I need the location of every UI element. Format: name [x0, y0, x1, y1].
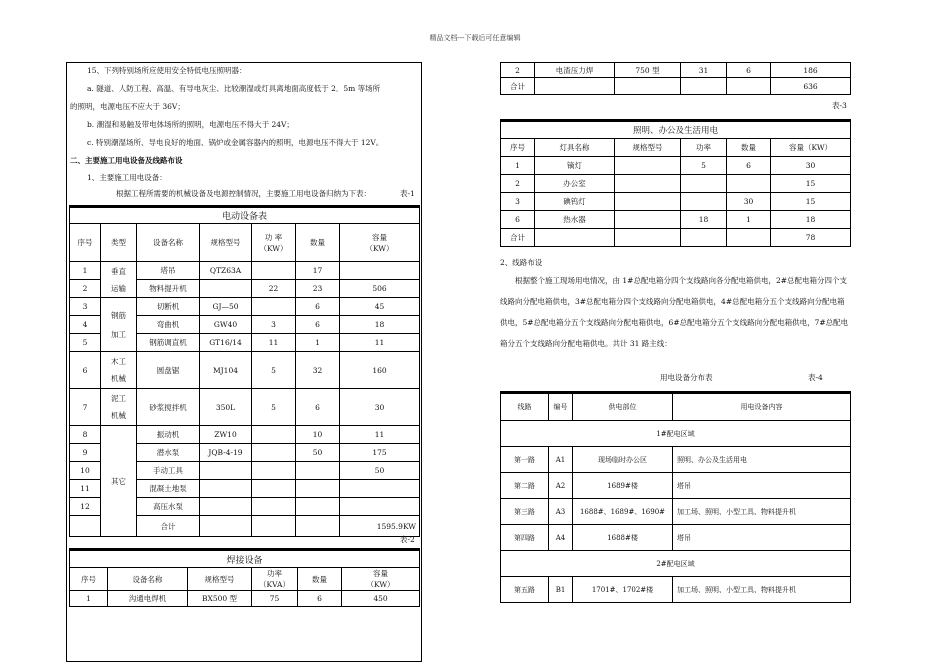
- table-row: [501, 193, 851, 211]
- th-no: 序号: [70, 568, 108, 591]
- type-line: 木工: [111, 357, 126, 366]
- table-row: [501, 175, 851, 193]
- cell-code: A2: [549, 473, 573, 499]
- cell-cap: 506: [340, 280, 420, 298]
- cell-line: 第三路: [501, 499, 549, 525]
- cell-cap: 450: [342, 591, 420, 607]
- cell-line: 第二路: [501, 473, 549, 499]
- th-location: 供电部位: [573, 393, 673, 421]
- cell-name: [535, 78, 615, 95]
- cell-qty: 50: [296, 444, 340, 462]
- cell-name: 切断机: [137, 298, 200, 316]
- cell-power: [681, 78, 727, 95]
- cell-no: 1: [501, 157, 535, 175]
- cell-qty: 6: [296, 316, 340, 334]
- cell-model: GJ—50: [200, 298, 252, 316]
- cell-model: [615, 229, 681, 247]
- cell-model: JQB-4-19: [200, 444, 252, 462]
- electric-equipment-table: [69, 205, 419, 537]
- cell-qty: [296, 480, 340, 498]
- th-cap: [342, 568, 420, 591]
- th-power: 功率: [681, 139, 727, 157]
- welding-table-cont: [500, 62, 850, 95]
- table-total-row: [501, 78, 851, 95]
- th-name: 灯具名称: [535, 139, 615, 157]
- cell-no: 6: [501, 211, 535, 229]
- th-name: 设备名称: [137, 224, 200, 262]
- type-line: 机械: [111, 411, 126, 420]
- th-content: 用电设备内容: [673, 393, 851, 421]
- type-line: 运输: [111, 283, 126, 293]
- cell-no: [70, 516, 101, 537]
- cell-name: 弯曲机: [137, 316, 200, 334]
- cell-power: [252, 480, 296, 498]
- item-c: c. 特别潮湿场所、导电良好的地面、锅炉或金属容器内的照明，电源电压不得大于 12V。: [87, 138, 384, 147]
- cell-name: 振动机: [137, 426, 200, 444]
- cell-cap: 45: [340, 298, 420, 316]
- cell-cap: 15: [771, 175, 851, 193]
- cell-power: [681, 193, 727, 211]
- cell-no: 2: [501, 63, 535, 78]
- cell-qty: 6: [727, 157, 771, 175]
- cell-content: 塔吊: [673, 473, 851, 499]
- cell-power: [681, 175, 727, 193]
- cell-model: ZW10: [200, 426, 252, 444]
- cell-model: [200, 516, 252, 537]
- sub-heading-2: 2、线路布设: [500, 258, 543, 267]
- cell-name: 混凝土地泵: [137, 480, 200, 498]
- cell-no: 12: [70, 498, 101, 516]
- cell-no: 11: [70, 480, 101, 498]
- cell-power: 5: [252, 352, 296, 389]
- zone-2-heading: 2#配电区域: [501, 551, 851, 577]
- cell-code: A3: [549, 499, 573, 525]
- table-row: [70, 591, 420, 607]
- sub-heading-1: 1、主要施工用电设备：: [87, 173, 167, 182]
- cell-no: 1: [70, 591, 108, 607]
- cell-location: 现场临时办公区: [573, 447, 673, 473]
- total-label: 合计: [501, 78, 535, 95]
- cell-content: 加工场、照明、小型工具、物料提升机: [673, 499, 851, 525]
- th-cap-label: 容量: [373, 569, 388, 578]
- cell-no: 10: [70, 462, 101, 480]
- cell-qty: [296, 462, 340, 480]
- cell-qty: 17: [296, 262, 340, 280]
- cell-no: 8: [70, 426, 101, 444]
- cell-qty: 6: [296, 389, 340, 426]
- th-model: 规格型号: [200, 224, 252, 262]
- th-name: 设备名称: [108, 568, 188, 591]
- cell-line: 第五路: [501, 577, 549, 603]
- cell-line: 第四路: [501, 525, 549, 551]
- cell-qty: [727, 175, 771, 193]
- cell-qty: 6: [296, 298, 340, 316]
- cell-power: [681, 229, 727, 247]
- table-row: [70, 426, 420, 444]
- table-tag-4: 表-4: [808, 373, 823, 382]
- cell-name: 碘钨灯: [535, 193, 615, 211]
- cell-cap: 11: [340, 334, 420, 352]
- total-value: 1595.9KW: [340, 516, 420, 537]
- cell-model: QTZ63A: [200, 262, 252, 280]
- cell-model: MJ104: [200, 352, 252, 389]
- table4-title: 用电设备分布表: [660, 373, 713, 382]
- th-power-label: 功率: [267, 569, 282, 578]
- total-label: 合计: [137, 516, 200, 537]
- th-cap: [340, 224, 420, 262]
- th-type: 类型: [101, 224, 137, 262]
- item-a: a. 隧道、人防工程、高温、有导电灰尘、比较潮湿或灯具离地面高度低于 2．5m 等场所: [87, 84, 381, 93]
- cell-name: 潜水泵: [137, 444, 200, 462]
- item-15: 15、下列特别场所应使用安全特低电压照明器：: [87, 66, 247, 75]
- welding-table: [69, 548, 419, 607]
- total-value: 636: [771, 78, 851, 95]
- cell-model: 750 型: [615, 63, 681, 78]
- cell-qty: 32: [296, 352, 340, 389]
- cell-no: 3: [70, 298, 101, 316]
- th-no: 序号: [70, 224, 101, 262]
- th-power: [252, 568, 298, 591]
- cell-name: 塔吊: [137, 262, 200, 280]
- cell-code: A4: [549, 525, 573, 551]
- table2-title: 焊接设备: [70, 550, 420, 568]
- table-row: [70, 262, 420, 280]
- cell-no: 5: [70, 334, 101, 352]
- cell-power: 75: [252, 591, 298, 607]
- cell-location: 1701#、1702#楼: [573, 577, 673, 603]
- table-row: [501, 157, 851, 175]
- table-tag-1: 表-1: [400, 189, 415, 198]
- cell-qty: [727, 229, 771, 247]
- table-row: [501, 499, 851, 525]
- th-power-unit: （KVA）: [259, 580, 290, 589]
- cell-model: [200, 280, 252, 298]
- cell-code: B1: [549, 577, 573, 603]
- cell-name: 电渣压力焊: [535, 63, 615, 78]
- cell-qty: 30: [727, 193, 771, 211]
- item-b: b. 潮湿和易触及带电体场所的照明，电源电压不得大于 24V；: [87, 120, 294, 129]
- cell-location: 1688#、1689#、1690#: [573, 499, 673, 525]
- cell-qty: 23: [296, 280, 340, 298]
- cell-cap: 18: [340, 316, 420, 334]
- th-cap-label: 容量: [372, 232, 387, 242]
- table-row: [501, 577, 851, 603]
- cell-model: [615, 78, 681, 95]
- cell-model: 350L: [200, 389, 252, 426]
- th-model: 规格型号: [615, 139, 681, 157]
- page-header: 精品文档---下载后可任意编辑: [429, 34, 521, 42]
- cell-name: 物料提升机: [137, 280, 200, 298]
- cell-power: 5: [252, 389, 296, 426]
- cell-name: 钢筋调直机: [137, 334, 200, 352]
- cell-name: [535, 229, 615, 247]
- cell-content: 塔吊: [673, 525, 851, 551]
- cell-no: 3: [501, 193, 535, 211]
- cell-qty: 6: [727, 63, 771, 78]
- table-row: [501, 63, 851, 78]
- cell-power: [252, 462, 296, 480]
- cell-type: 其它: [101, 426, 137, 537]
- table1-title: 电动设备表: [70, 207, 420, 224]
- cell-name: 镝灯: [535, 157, 615, 175]
- cell-cap: 186: [771, 63, 851, 78]
- cell-name: 圆盘锯: [137, 352, 200, 389]
- cell-power: [252, 298, 296, 316]
- cell-model: GW40: [200, 316, 252, 334]
- cell-power: [252, 444, 296, 462]
- distribution-table: [500, 391, 850, 603]
- cell-cap: 30: [771, 157, 851, 175]
- cell-no: 2: [70, 280, 101, 298]
- cell-power: 18: [681, 211, 727, 229]
- table-row: [501, 211, 851, 229]
- type-line: 泥工: [111, 394, 126, 403]
- cell-line: 第一路: [501, 447, 549, 473]
- cell-cap: 30: [340, 389, 420, 426]
- cell-location: 1689#楼: [573, 473, 673, 499]
- lighting-table: [500, 119, 850, 247]
- table-row: [70, 298, 420, 316]
- cell-name: 高压水泵: [137, 498, 200, 516]
- cell-power: 5: [681, 157, 727, 175]
- cell-cap: [340, 480, 420, 498]
- cell-no: 7: [70, 389, 101, 426]
- cell-model: [200, 498, 252, 516]
- type-line: 机械: [111, 374, 126, 383]
- table-total-row: [501, 229, 851, 247]
- type-line: 垂直: [111, 266, 126, 276]
- type-line: 钢筋: [111, 310, 126, 320]
- cell-power: [252, 498, 296, 516]
- cell-model: [200, 480, 252, 498]
- intro-text: 根据工程所需要的机械设备及电源控制情况，主要施工用电设备归纳为下表：: [116, 189, 371, 198]
- table3-title: 照明、办公及生活用电: [501, 121, 851, 139]
- route-paragraph: 根据整个施工现场用电情况，由 1#总配电箱分四个支线路向各分配电箱供电，2#总配电箱分四个支线路向分配电箱供电，3#总配电箱分四个支线路向分配电箱供电，4#总配电箱分五个支线路向分配电箱供电，5#总配电箱分五个支线路向分配电箱供电，6#总配电箱分五个支线路向分配电箱供电，7#总配电箱分五个支线路向分配电箱供电。共计 31 路主线：: [500, 276, 849, 348]
- cell-power: [252, 426, 296, 444]
- cell-power: [252, 262, 296, 280]
- cell-qty: [727, 78, 771, 95]
- cell-name: 热水器: [535, 211, 615, 229]
- th-line: 线路: [501, 393, 549, 421]
- cell-model: BX500 型: [188, 591, 252, 607]
- cell-cap: 50: [340, 462, 420, 480]
- th-qty: 数量: [298, 568, 342, 591]
- th-cap-unit: （KW）: [366, 580, 395, 589]
- cell-name: 办公室: [535, 175, 615, 193]
- cell-cap: 18: [771, 211, 851, 229]
- cell-model: GT16/14: [200, 334, 252, 352]
- cell-name: 手动工具: [137, 462, 200, 480]
- th-no: 序号: [501, 139, 535, 157]
- cell-cap: 11: [340, 426, 420, 444]
- th-power-label: 功 率: [264, 232, 283, 242]
- cell-type: [101, 298, 137, 352]
- section-heading: 二、主要施工用电设备及线路布设: [70, 156, 183, 165]
- cell-model: [615, 157, 681, 175]
- cell-cap: [340, 498, 420, 516]
- zone-1-heading: 1#配电区域: [501, 421, 851, 447]
- th-model: 规格型号: [188, 568, 252, 591]
- th-power-unit: （KW）: [259, 243, 288, 253]
- th-power: [252, 224, 296, 262]
- cell-name: 沟通电焊机: [108, 591, 188, 607]
- table-row: [70, 352, 420, 389]
- cell-qty: 1: [296, 334, 340, 352]
- th-qty: 数量: [727, 139, 771, 157]
- item-a-cont: 的照明，电源电压不应大于 36V；: [70, 102, 185, 111]
- table-row: [501, 447, 851, 473]
- table-row: [70, 389, 420, 426]
- cell-power: 31: [681, 63, 727, 78]
- th-cap: 容量（KW）: [771, 139, 851, 157]
- cell-model: [615, 211, 681, 229]
- cell-type: [101, 389, 137, 426]
- table-tag-3: 表-3: [832, 101, 847, 110]
- cell-code: A1: [549, 447, 573, 473]
- cell-content: 照明、办公及生活用电: [673, 447, 851, 473]
- th-cap-unit: （KW）: [365, 243, 394, 253]
- cell-model: [200, 462, 252, 480]
- cell-power: [252, 516, 296, 537]
- type-line: 加工: [111, 329, 126, 339]
- cell-cap: 15: [771, 193, 851, 211]
- cell-qty: [296, 516, 340, 537]
- total-value: 78: [771, 229, 851, 247]
- cell-type: [101, 352, 137, 389]
- table-row: [501, 525, 851, 551]
- cell-type: [101, 262, 137, 298]
- cell-model: [615, 175, 681, 193]
- cell-qty: [296, 498, 340, 516]
- cell-qty: 1: [727, 211, 771, 229]
- cell-power: 11: [252, 334, 296, 352]
- cell-cap: 160: [340, 352, 420, 389]
- cell-no: 1: [70, 262, 101, 280]
- cell-no: 9: [70, 444, 101, 462]
- th-qty: 数量: [296, 224, 340, 262]
- cell-no: 4: [70, 316, 101, 334]
- cell-no: 6: [70, 352, 101, 389]
- cell-no: 2: [501, 175, 535, 193]
- cell-location: 1688#楼: [573, 525, 673, 551]
- table-row: [501, 473, 851, 499]
- cell-qty: 6: [298, 591, 342, 607]
- cell-cap: 175: [340, 444, 420, 462]
- cell-name: 砂浆搅拌机: [137, 389, 200, 426]
- cell-cap: [340, 262, 420, 280]
- cell-power: 3: [252, 316, 296, 334]
- cell-power: 22: [252, 280, 296, 298]
- cell-content: 加工场、照明、小型工具、物料提升机: [673, 577, 851, 603]
- cell-qty: 10: [296, 426, 340, 444]
- cell-model: [615, 193, 681, 211]
- th-code: 编号: [549, 393, 573, 421]
- total-label: 合计: [501, 229, 535, 247]
- table-tag-2: 表-2: [400, 535, 415, 544]
